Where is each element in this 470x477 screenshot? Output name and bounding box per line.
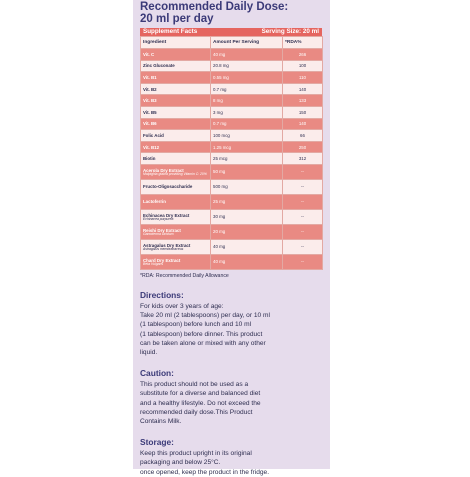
caution-line: Contains Milk. <box>140 417 182 425</box>
table-row <box>141 254 323 269</box>
ingredient-name: Folic Acid <box>143 132 164 138</box>
table-row <box>141 130 323 142</box>
storage-title: Storage: <box>140 437 174 448</box>
table-row <box>141 118 323 130</box>
ingredient-name: Vit. B2 <box>143 86 157 92</box>
directions-text <box>140 302 322 357</box>
ingredient-rda: -- <box>283 194 323 209</box>
ingredient-name: Chard Dry Extract <box>143 257 181 263</box>
table-row <box>141 141 323 153</box>
ingredient-rda: -- <box>283 224 323 239</box>
ingredient-amount: 8 mg <box>211 95 283 107</box>
ingredient-amount: 40 mg <box>211 49 283 61</box>
ingredient-amount: 20.8 mg <box>211 60 283 72</box>
caution-title: Caution: <box>140 368 174 379</box>
ingredient-name: Vit. B3 <box>143 98 157 104</box>
ingredient-amount: 0.55 mg <box>211 72 283 84</box>
ingredient-subtitle: Echinacea purpurea <box>143 216 174 221</box>
table-header-row <box>141 37 323 49</box>
column-header-rda: *RDA% <box>283 37 323 49</box>
table-row <box>141 164 323 179</box>
table-row <box>141 179 323 194</box>
ingredient-name: Vit. B5 <box>143 109 157 115</box>
caution-line: This product should not be used as a <box>140 381 249 389</box>
ingredient-rda: -- <box>283 239 323 254</box>
ingredient-rda: 100 <box>283 60 323 72</box>
table-row <box>141 49 323 61</box>
ingredient-name: Vit. B12 <box>143 144 160 150</box>
ingredient-rda: -- <box>283 254 323 269</box>
ingredient-amount: 100 mcg <box>211 130 283 142</box>
table-row <box>141 209 323 224</box>
ingredient-rda: 150 <box>283 106 323 118</box>
ingredient-name: Acerola Dry Extract <box>143 167 184 173</box>
directions-line: (1 tablespoon) before dinner. This product <box>140 330 263 338</box>
rda-footnote: *RDA: Recommended Daily Allowance <box>140 272 229 279</box>
caution-line: recommended daily dose.This Product <box>140 408 253 416</box>
ingredient-rda: 140 <box>283 83 323 95</box>
ingredient-name: Echinacea Dry Extract <box>143 212 190 218</box>
ingredient-name: Fructo-Oligosaccharide <box>143 184 193 190</box>
ingredient-name: Reishi Dry Extract <box>143 227 181 233</box>
supplement-facts-title: Supplement Facts <box>143 28 198 35</box>
ingredient-name: Lactoferrin <box>143 199 166 205</box>
label-content <box>140 0 322 477</box>
ingredient-subtitle: Ganoderma lucidum <box>143 231 174 236</box>
table-row <box>141 83 323 95</box>
ingredient-rda: -- <box>283 179 323 194</box>
ingredient-rda: 66 <box>283 130 323 142</box>
storage-line: packaging and below 25°C. <box>140 459 221 467</box>
column-header-ingredient: Ingredient <box>141 37 211 49</box>
dose-subtitle: 20 ml per day <box>140 13 214 25</box>
directions-line: liquid. <box>140 348 158 356</box>
table-row <box>141 72 323 84</box>
ingredient-amount: 25 mcg <box>211 153 283 165</box>
ingredient-rda: 133 <box>283 95 323 107</box>
ingredient-amount: 20 mg <box>211 224 283 239</box>
ingredient-subtitle: Astragalus membranaceus <box>143 246 184 251</box>
table-row <box>141 95 323 107</box>
supplement-facts-table <box>140 36 323 270</box>
directions-line: can be taken alone or mixed with any other <box>140 339 266 347</box>
ingredient-amount: 40 mg <box>211 254 283 269</box>
dose-title: Recommended Daily Dose: <box>140 1 289 13</box>
ingredient-amount: 40 mg <box>211 239 283 254</box>
ingredient-rda: -- <box>283 209 323 224</box>
caution-line: and a healthy lifestyle. Do not exceed the <box>140 399 261 407</box>
directions-title: Directions: <box>140 289 184 300</box>
ingredient-rda: 250 <box>283 141 323 153</box>
ingredient-name: Astragalus Dry Extract <box>143 242 191 248</box>
directions-line: Take 20 ml (2 tablespoons) per day, or 10 ml <box>140 312 270 320</box>
ingredient-rda: 110 <box>283 72 323 84</box>
ingredient-amount: 30 mg <box>211 209 283 224</box>
directions-line: For kids over 3 years of age: <box>140 302 224 310</box>
table-row <box>141 239 323 254</box>
storage-line: Keep this product upright in its original <box>140 450 252 458</box>
ingredient-amount: 500 mg <box>211 179 283 194</box>
directions-line: (1 tablespoon) before lunch and 10 ml <box>140 321 252 329</box>
table-row <box>141 60 323 72</box>
supplement-facts-header <box>140 28 322 36</box>
storage-line: once opened, keep the product in the fridge. <box>140 468 270 476</box>
ingredient-subtitle: Malpighia glabra providing Vitamin C: 20% <box>143 171 207 176</box>
ingredient-name: Zinc Gluconate <box>143 63 175 69</box>
ingredient-name: Biotin <box>143 156 156 162</box>
ingredient-amount: 3 mg <box>211 106 283 118</box>
ingredient-name: Vit. B1 <box>143 74 157 80</box>
ingredient-name: Vit. C <box>143 51 155 57</box>
ingredient-subtitle: Beta Vulgaris <box>143 261 164 266</box>
serving-size: Serving Size: 20 ml <box>261 28 319 35</box>
ingredient-amount: 0.7 mg <box>211 83 283 95</box>
ingredient-rda: -- <box>283 164 323 179</box>
ingredient-amount: 1.25 mcg <box>211 141 283 153</box>
ingredient-amount: 0.7 mg <box>211 118 283 130</box>
caution-line: substitute for a diverse and balanced diet <box>140 390 261 398</box>
label-panel <box>133 0 330 476</box>
table-row <box>141 153 323 165</box>
column-header-amount: Amount Per Serving <box>211 37 283 49</box>
caution-text <box>140 380 322 426</box>
ingredient-amount: 25 mg <box>211 194 283 209</box>
table-row <box>141 106 323 118</box>
table-row <box>141 224 323 239</box>
table-row <box>141 194 323 209</box>
storage-text <box>140 449 322 477</box>
ingredient-rda: 266 <box>283 49 323 61</box>
ingredient-rda: 312 <box>283 153 323 165</box>
ingredient-amount: 50 mg <box>211 164 283 179</box>
ingredient-rda: 140 <box>283 118 323 130</box>
ingredient-name: Vit. B6 <box>143 121 157 127</box>
